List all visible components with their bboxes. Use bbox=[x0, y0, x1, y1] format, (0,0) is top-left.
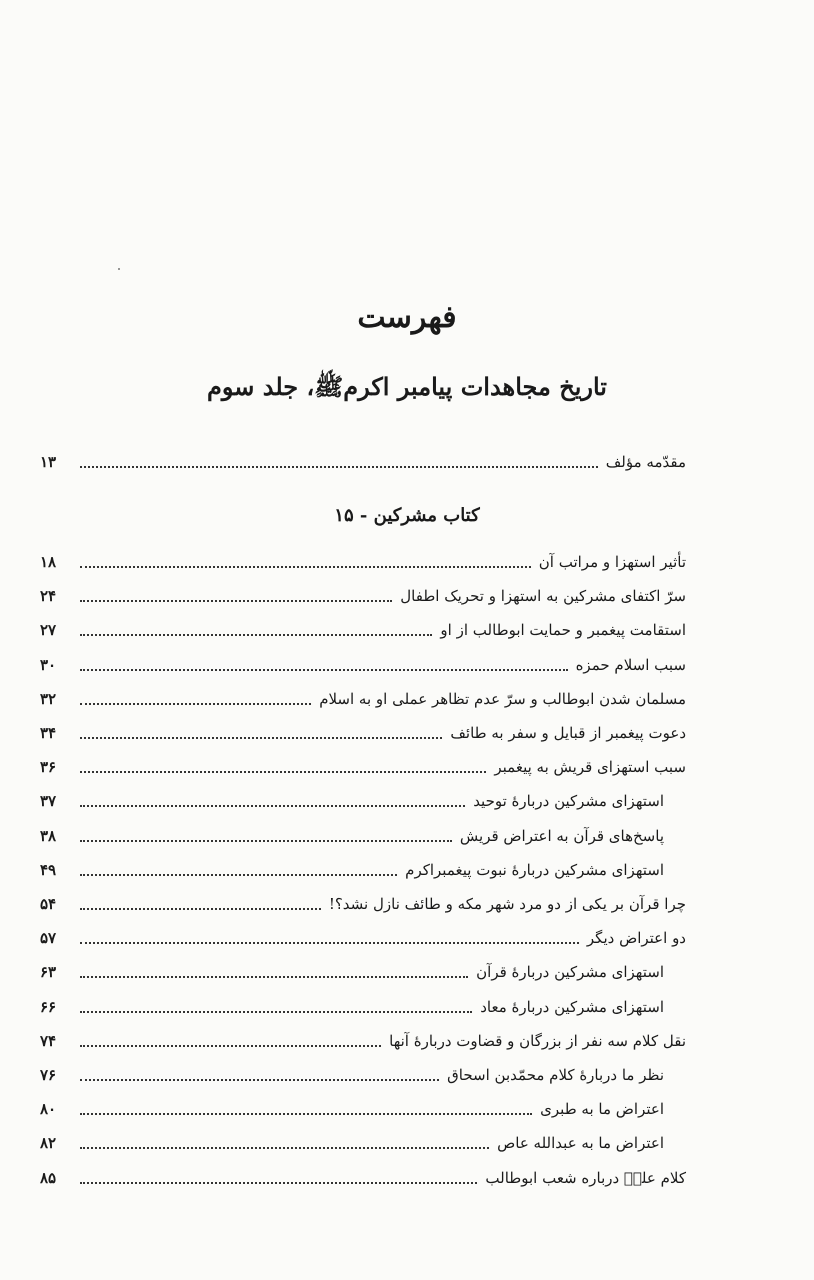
toc-entry-title: استهزای مشرکین دربارهٔ معاد bbox=[480, 997, 664, 1016]
toc-page-number: ۸۰ bbox=[40, 1100, 57, 1119]
toc-entry-title: استهزای مشرکین دربارهٔ توحید bbox=[473, 792, 664, 811]
toc-page-number: ۷۶ bbox=[40, 1066, 57, 1084]
toc-entry-title: استهزای مشرکین دربارهٔ نبوت پیغمبراکرم bbox=[405, 860, 664, 879]
toc-entry-row bbox=[40, 1095, 664, 1123]
toc-entry-row bbox=[40, 548, 686, 576]
toc-entry-title: دعوت پیغمبر از قبایل و سفر به طائف bbox=[450, 724, 686, 742]
toc-entry-row bbox=[40, 1027, 686, 1055]
toc-page-number: ۳۶ bbox=[40, 758, 57, 777]
toc-page-number: ۵۷ bbox=[40, 929, 57, 948]
toc-leader-dots bbox=[80, 566, 531, 568]
toc-leader-dots bbox=[80, 737, 442, 739]
toc-page-number: ۸۲ bbox=[40, 1134, 57, 1153]
toc-page-number: ۳۰ bbox=[40, 655, 57, 674]
toc-entry-row bbox=[40, 753, 686, 781]
toc-leader-dots bbox=[80, 840, 452, 842]
toc-entry-row bbox=[40, 1061, 664, 1089]
toc-leader-dots bbox=[80, 908, 321, 910]
toc-leader-dots bbox=[80, 771, 486, 773]
toc-page-number: ۵۴ bbox=[40, 895, 57, 913]
toc-entry-row bbox=[40, 958, 664, 986]
toc-leader-dots bbox=[80, 976, 468, 978]
toc-entry-row bbox=[40, 1164, 686, 1192]
toc-page-number: ۳۲ bbox=[40, 689, 57, 708]
toc-entry-title: نقل کلام سه نفر از بزرگان و قضاوت دربارهٔ آنها bbox=[389, 1031, 686, 1050]
scan-speck bbox=[118, 268, 120, 270]
toc-entry-row bbox=[40, 890, 686, 918]
toc-page-number: ۱۳ bbox=[40, 453, 57, 471]
toc-leader-dots bbox=[80, 1147, 489, 1149]
section-heading: کتاب مشرکین - ۱۵ bbox=[334, 505, 480, 526]
toc-page-number: ۲۷ bbox=[40, 621, 57, 640]
toc-entry-row bbox=[40, 993, 664, 1021]
toc-leader-dots bbox=[80, 1182, 477, 1184]
toc-leader-dots bbox=[80, 942, 579, 944]
toc-page-number: ۷۴ bbox=[40, 1031, 57, 1050]
toc-page-number: ۱۸ bbox=[40, 553, 57, 571]
toc-leader-dots bbox=[80, 1045, 381, 1047]
toc-entry-title: تأثیر استهزا و مراتب آن bbox=[538, 553, 686, 571]
toc-entry-title: سبب اسلام حمزه bbox=[575, 655, 686, 674]
toc-entry-title: سبب استهزای قریش به پیغمبر bbox=[494, 758, 686, 777]
toc-page-number: ۲۴ bbox=[40, 587, 57, 606]
toc-leader-dots bbox=[80, 703, 311, 705]
toc-entry-title: استقامت پیغمبر و حمایت ابوطالب از او bbox=[440, 621, 686, 640]
toc-entry-row bbox=[40, 856, 664, 884]
toc-leader-dots bbox=[80, 1113, 532, 1115]
toc-page-number: ۳۴ bbox=[40, 724, 57, 742]
toc-entry-row bbox=[40, 1129, 664, 1157]
toc-page-number: ۳۷ bbox=[40, 792, 57, 811]
book-subtitle: تاریخ مجاهدات پیامبر اکرمﷺ، جلد سوم bbox=[207, 372, 607, 401]
toc-page-number: ۶۶ bbox=[40, 997, 57, 1016]
toc-leader-dots bbox=[80, 1079, 439, 1081]
toc-entry-row bbox=[40, 787, 664, 815]
toc-page-number: ۸۵ bbox=[40, 1168, 57, 1187]
toc-entry-row bbox=[40, 822, 664, 850]
toc-leader-dots bbox=[80, 805, 465, 807]
toc-leader-dots bbox=[80, 669, 568, 671]
toc-entry-row bbox=[40, 719, 686, 747]
toc-entry-title: استهزای مشرکین دربارهٔ قرآن bbox=[476, 963, 664, 982]
toc-entry-title: مقدّمه مؤلف bbox=[605, 453, 686, 471]
page-title: فهرست bbox=[357, 300, 457, 335]
toc-entry-row bbox=[40, 616, 686, 644]
toc-intro-row bbox=[40, 448, 686, 476]
toc-entry-row bbox=[40, 582, 686, 610]
toc-entry-row bbox=[40, 924, 686, 952]
toc-entry-title: نظر ما دربارهٔ کلام محمّدبن اسحاق bbox=[447, 1066, 664, 1084]
toc-page-number: ۶۳ bbox=[40, 963, 57, 982]
toc-entry-row bbox=[40, 651, 686, 679]
toc-leader-dots bbox=[80, 466, 598, 468]
toc-leader-dots bbox=[80, 634, 432, 636]
toc-entry-title: کلام علیؑ درباره شعب ابوطالب bbox=[485, 1168, 686, 1187]
toc-entry-title: اعتراض ما به عبدالله عاص bbox=[497, 1134, 664, 1153]
toc-page-number: ۳۸ bbox=[40, 826, 57, 845]
toc-page-number: ۴۹ bbox=[40, 860, 57, 879]
toc-leader-dots bbox=[80, 874, 397, 876]
toc-entry-title: مسلمان شدن ابوطالب و سرّ عدم تظاهر عملی او به اسلام bbox=[319, 689, 686, 708]
toc-entry-title: اعتراض ما به طبری bbox=[540, 1100, 664, 1119]
toc-entry-title: پاسخ‌های قرآن به اعتراض قریش bbox=[459, 826, 664, 845]
toc-leader-dots bbox=[80, 1011, 472, 1013]
toc-entry-title: چرا قرآن بر یکی از دو مرد شهر مکه و طائف نازل نشد؟! bbox=[328, 895, 686, 913]
toc-entry-title: سرّ اکتفای مشرکین به استهزا و تحریک اطفال bbox=[400, 587, 686, 606]
toc-leader-dots bbox=[80, 600, 392, 602]
toc-entry-row bbox=[40, 685, 686, 713]
toc-entry-title: دو اعتراض دیگر bbox=[586, 929, 686, 948]
